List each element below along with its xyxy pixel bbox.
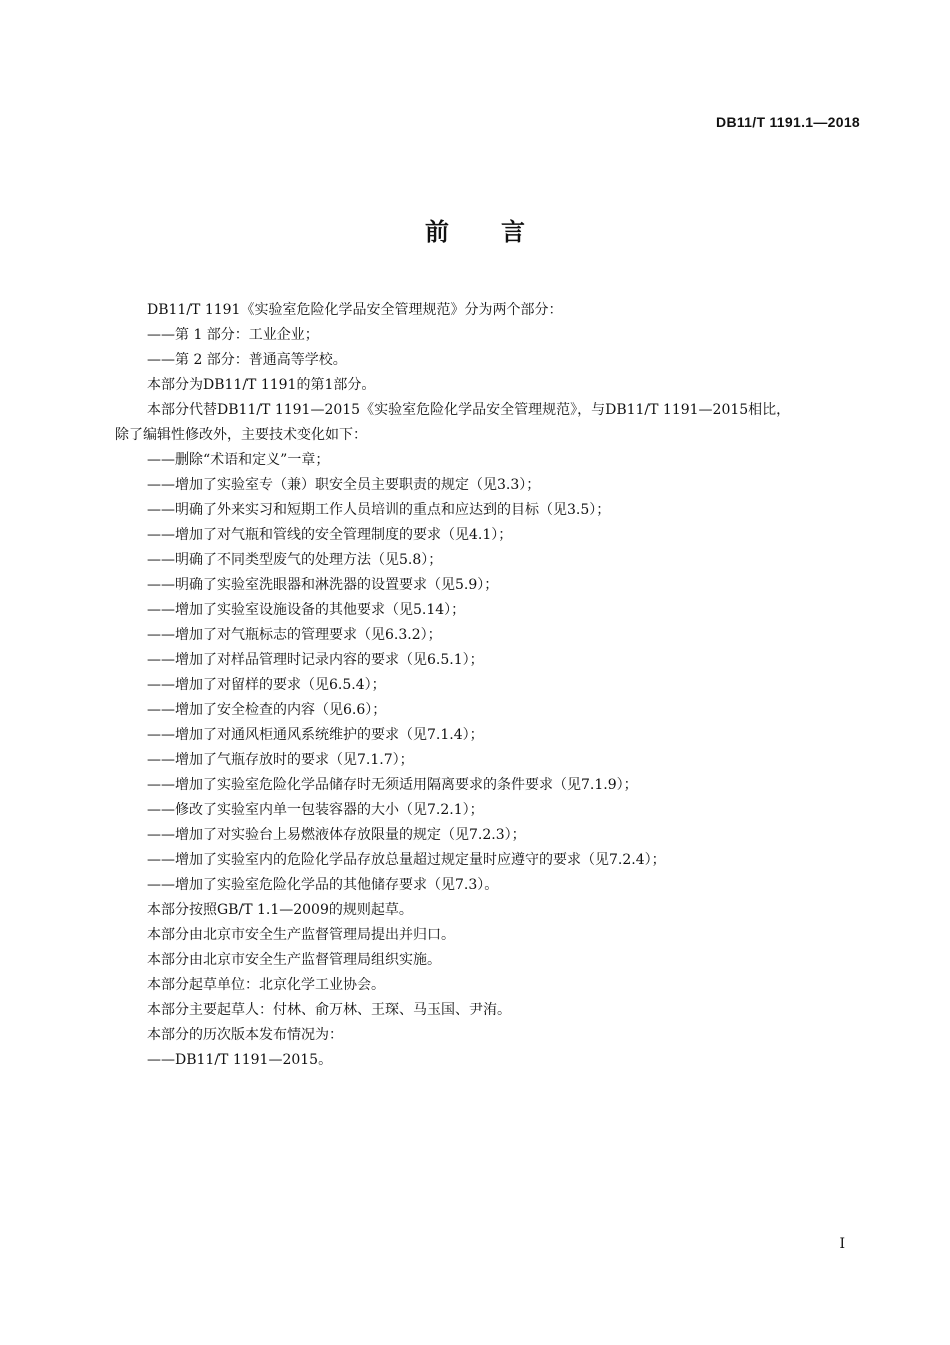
- document-body: [115, 298, 863, 1073]
- change-item: ——增加了实验室设施设备的其他要求（见5.14）；: [147, 602, 466, 618]
- paragraph: 本部分由北京市安全生产监督管理局提出并归口。: [147, 927, 455, 943]
- paragraph: 本部分主要起草人：付林、俞万林、王琛、马玉国、尹洧。: [147, 1002, 511, 1018]
- change-item: ——增加了对样品管理时记录内容的要求（见6.5.1）；: [147, 652, 484, 668]
- paragraph: 本部分按照GB/T 1.1—2009的规则起草。: [147, 902, 413, 918]
- change-item: ——增加了实验室内的危险化学品存放总量超过规定量时应遵守的要求（见7.2.4）；: [147, 852, 666, 868]
- page-title: 前言: [425, 218, 577, 246]
- change-item: ——增加了对留样的要求（见6.5.4）；: [147, 677, 386, 693]
- change-item: ——增加了实验室危险化学品储存时无须适用隔离要求的条件要求（见7.1.9）；: [147, 777, 638, 793]
- change-item: ——增加了对气瓶标志的管理要求（见6.3.2）；: [147, 627, 442, 643]
- paragraph: 本部分由北京市安全生产监督管理局组织实施。: [147, 952, 441, 968]
- change-item: ——增加了气瓶存放时的要求（见7.1.7）；: [147, 752, 414, 768]
- paragraph: DB11/T 1191《实验室危险化学品安全管理规范》分为两个部分：: [147, 302, 563, 318]
- change-item: ——增加了实验室专（兼）职安全员主要职责的规定（见3.3）；: [147, 477, 541, 493]
- standard-code: DB11/T 1191.1—2018: [716, 114, 860, 130]
- change-item: ——增加了安全检查的内容（见6.6）；: [147, 702, 387, 718]
- page-number: I: [839, 1236, 845, 1252]
- change-item: ——明确了实验室洗眼器和淋洗器的设置要求（见5.9）；: [147, 577, 499, 593]
- change-item: ——增加了对实验台上易燃液体存放限量的规定（见7.2.3）；: [147, 827, 526, 843]
- change-item: ——明确了外来实习和短期工作人员培训的重点和应达到的目标（见3.5）；: [147, 502, 611, 518]
- change-item: ——增加了对通风柜通风系统维护的要求（见7.1.4）；: [147, 727, 484, 743]
- list-item: ——DB11/T 1191—2015。: [147, 1052, 333, 1068]
- list-item: ——第 1 部分：工业企业；: [147, 327, 319, 343]
- change-item: ——增加了实验室危险化学品的其他储存要求（见7.3）。: [147, 877, 499, 893]
- paragraph: 本部分起草单位：北京化学工业协会。: [147, 977, 385, 993]
- replace-paragraph-line: 本部分代替DB11/T 1191—2015《实验室危险化学品安全管理规范》，与DB11/T 1191—2015相比，: [147, 402, 791, 418]
- replace-paragraph-line: 除了编辑性修改外，主要技术变化如下：: [115, 427, 367, 443]
- change-item: ——删除“术语和定义”一章；: [147, 452, 330, 468]
- change-item: ——增加了对气瓶和管线的安全管理制度的要求（见4.1）；: [147, 527, 513, 543]
- paragraph: 本部分为DB11/T 1191的第1部分。: [147, 377, 376, 393]
- change-item: ——明确了不同类型废气的处理方法（见5.8）；: [147, 552, 443, 568]
- paragraph: 本部分的历次版本发布情况为：: [147, 1027, 343, 1043]
- list-item: ——第 2 部分：普通高等学校。: [147, 352, 347, 368]
- change-item: ——修改了实验室内单一包装容器的大小（见7.2.1）；: [147, 802, 484, 818]
